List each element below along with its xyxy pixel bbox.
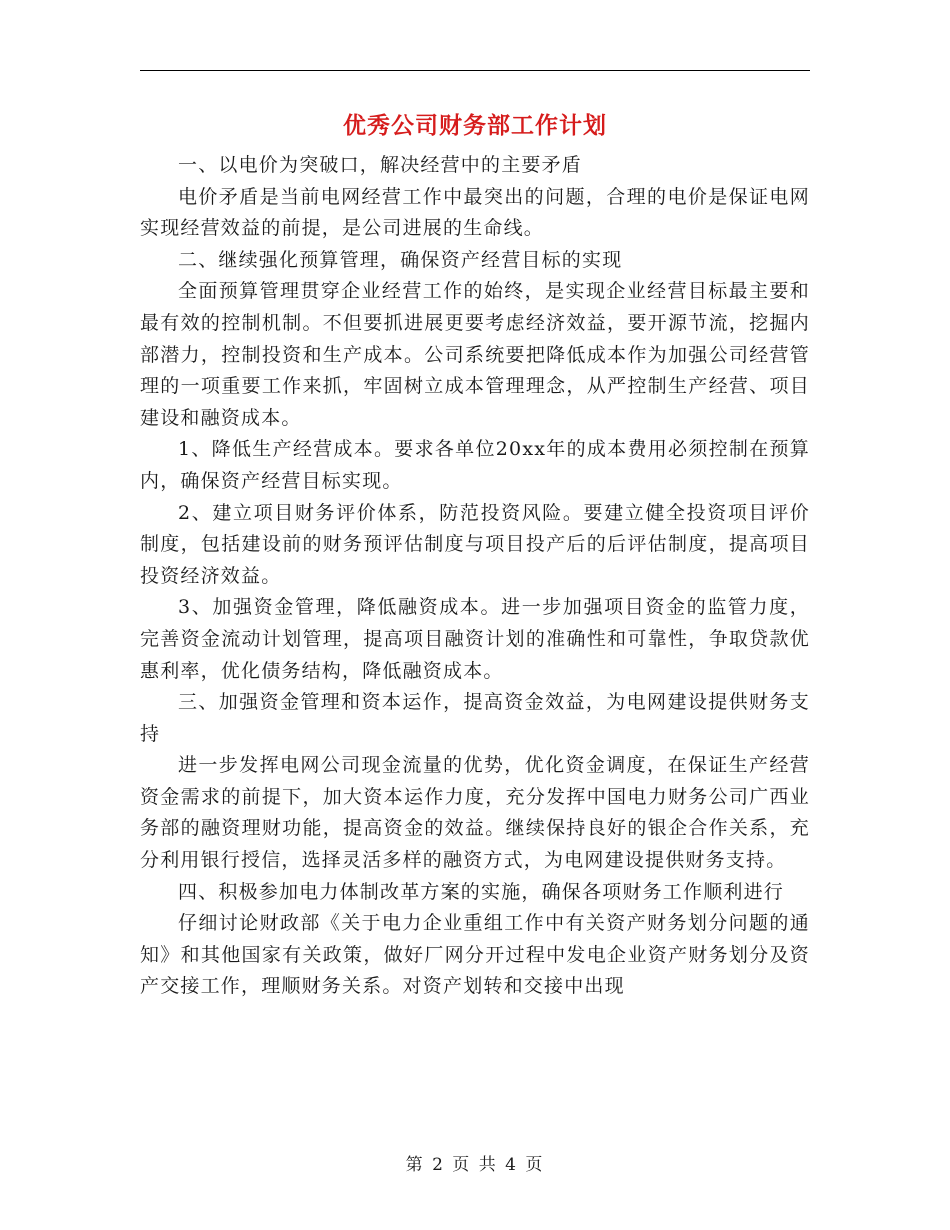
list-item-1: 1、降低生产经营成本。要求各单位20xx年的成本费用必须控制在预算内，确保资产经营目标实现。 [140,438,810,492]
header-rule [140,70,810,71]
list-item-3: 3、加强资金管理，降低融资成本。进一步加强项目资金的监管力度，完善资金流动计划管理，提高项目融资计划的准确性和可靠性，争取贷款优惠利率，优化债务结构，降低融资成本。 [140,596,810,682]
heading-2: 二、继续强化预算管理，确保资产经营目标的实现 [178,248,623,271]
document-body [140,150,810,1003]
list-item-2: 2、建立项目财务评价体系，防范投资风险。要建立健全投资项目评价制度，包括建设前的财务预评估制度与项目投产后的后评估制度，提高项目投资经济效益。 [140,501,810,587]
paragraph: 电价矛盾是当前电网经营工作中最突出的问题，合理的电价是保证电网实现经营效益的前提，是公司进展的生命线。 [140,185,810,240]
heading-4: 四、积极参加电力体制改革方案的实施，确保各项财务工作顺利进行 [178,880,785,903]
paragraph: 全面预算管理贯穿企业经营工作的始终，是实现企业经营目标最主要和最有效的控制机制。不但要抓进展更要考虑经济效益，要开源节流，挖掘内部潜力，控制投资和生产成本。公司系统要把降低成本作为加强公司经营管理的一项重要工作来抓，牢固树立成本管理理念，从严控制生产经营、项目建设和融资成本。 [140,280,810,429]
paragraph: 进一步发挥电网公司现金流量的优势，优化资金调度，在保证生产经营资金需求的前提下，加大资本运作力度，充分发挥中国电力财务公司广西业务部的融资理财功能，提高资金的效益。继续保持良好的银企合作关系，充分利用银行授信，选择灵活多样的融资方式，为电网建设提供财务支持。 [140,754,810,872]
heading-3: 三、加强资金管理和资本运作，提高资金效益，为电网建设提供财务支持 [140,691,810,745]
heading-1: 一、以电价为突破口，解决经营中的主要矛盾 [178,154,583,176]
paragraph: 仔细讨论财政部《关于电力企业重组工作中有关资产财务划分问题的通知》和其他国家有关政策，做好厂网分开过程中发电企业资产财务划分及资产交接工作，理顺财务关系。对资产划转和交接中出现 [140,912,810,998]
document-title: 优秀公司财务部工作计划 [343,112,607,139]
page-number-footer: 第 2 页 共 4 页 [405,1155,545,1175]
